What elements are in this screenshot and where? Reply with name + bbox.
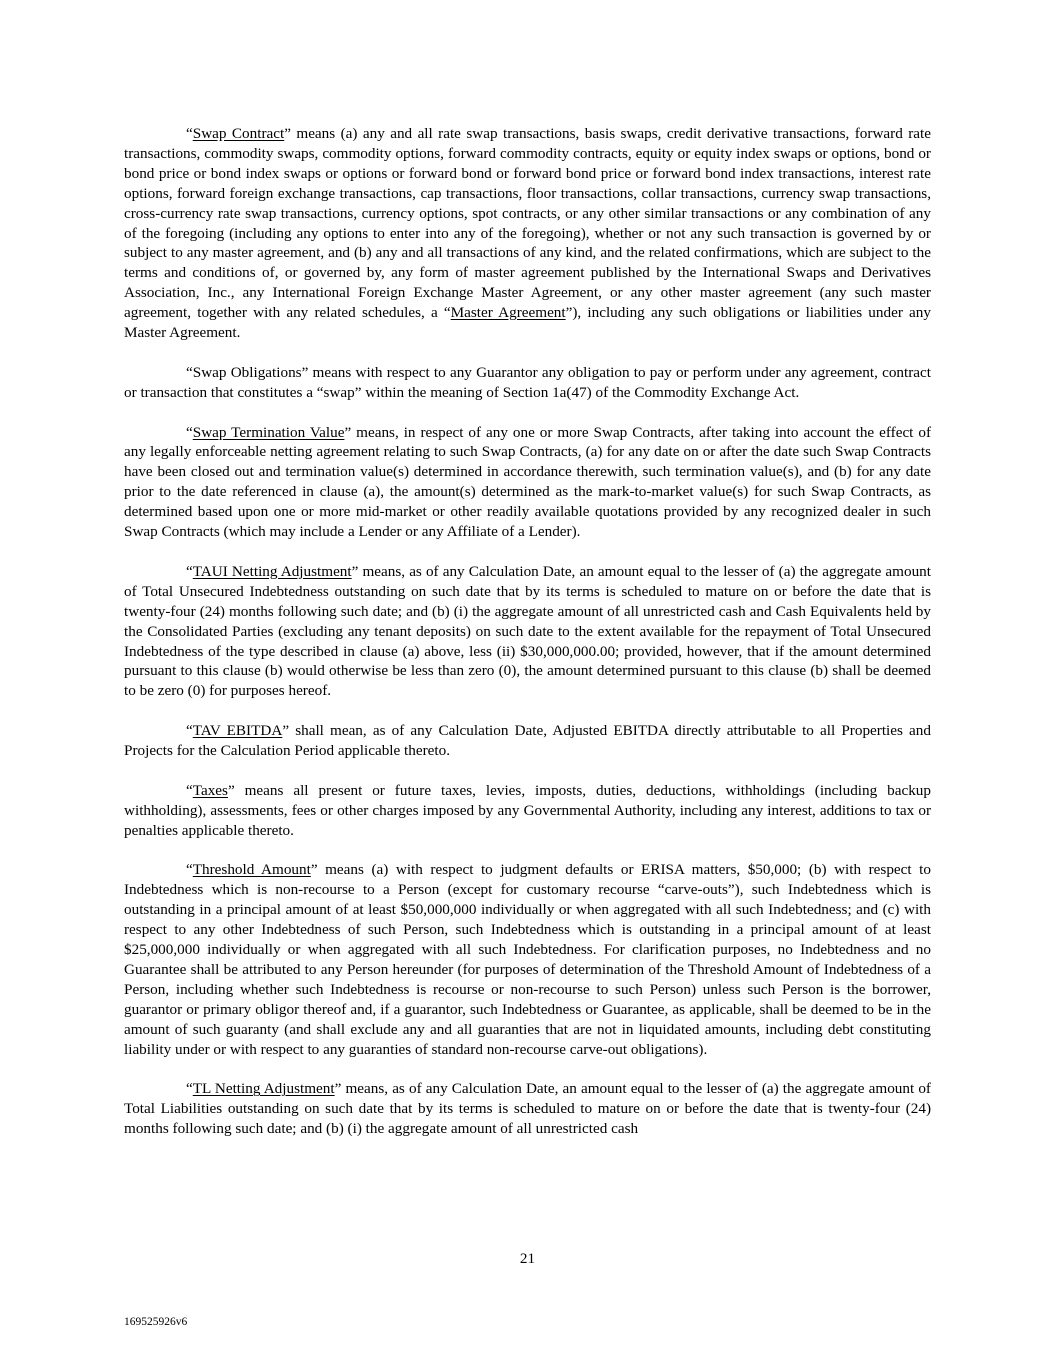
definition-swap-obligations: “Swap Obligations” means with respect to any Guarantor any obligation to pay or perform under any agreement, contract or transaction that constitutes a “swap” within the meaning of Section 1a(47) of the Commodity Exchange Act. [124, 363, 931, 401]
defined-term: Swap Contract [192, 125, 285, 142]
defined-term: TAV EBITDA [192, 722, 283, 740]
page-number: 21 [519, 1250, 536, 1267]
definition-tl-netting-adjustment: “TL Netting Adjustment” means, as of any Calculation Date, an amount equal to the lesser of (a) the aggregate amount of Total Liabilities outstanding on such date that by its terms is scheduled to mature on or before the date that is twenty-four (24) months following such date; and (b) (i) the aggregate amount of all unrestricted cash [124, 1080, 931, 1138]
defined-term: TL Netting Adjustment [192, 1080, 335, 1098]
definition-taxes: “Taxes” means all present or future taxes, levies, imposts, duties, deductions, withholdings (including backup withholding), assessments, fees or other charges imposed by any Governmental Authority, including any interest, additions to tax or penalties applicable thereto. [124, 781, 931, 839]
defined-term: Master Agreement [450, 304, 566, 322]
definition-tav-ebitda: “TAV EBITDA” shall mean, as of any Calculation Date, Adjusted EBITDA directly attributable to all Properties and Projects for the Calculation Period applicable thereto. [124, 722, 931, 760]
defined-term: Taxes [192, 781, 228, 799]
definition-threshold-amount: “Threshold Amount” means (a) with respect to judgment defaults or ERISA matters, $50,000; (b) with respect to Indebtedness which is non-recourse to a Person (except for customary recourse “carve-outs”), such Indebtedness which is outstanding in a principal amount of at least $50,000,000 individually or when aggregated with all such Indebtedness; and (c) with respect to any other Indebtedness of such Person, such Indebtedness which is outstanding in a principal amount of at least $25,000,000 individually or when aggregated with all such Indebtedness. For clarification purposes, no Indebtedness and no Guarantee shall be attributed to any Person hereunder (for purposes of determination of the Threshold Amount of Indebtedness of a Person, including whether such Indebtedness is recourse or non-recourse to such Person) unless such Person is the borrower, guarantor or primary obligor thereof and, if a guarantor, such Indebtedness or Guarantee, as applicable, shall be deemed to be in the amount of such guaranty (and shall exclude any and all guaranties that are not in liquidated amounts, including debt constituting liability under or with respect to any guaranties of standard non-recourse carve-out obligations). [124, 861, 931, 1058]
document-body [124, 124, 931, 1159]
defined-term: Threshold Amount [192, 861, 311, 879]
definition-taui-netting-adjustment: “TAUI Netting Adjustment” means, as of any Calculation Date, an amount equal to the lesser of (a) the aggregate amount of Total Unsecured Indebtedness outstanding on such date that by its terms is scheduled to mature on or before the date that is twenty-four (24) months following such date; and (b) (i) the aggregate amount of all unrestricted cash and Cash Equivalents held by the Consolidated Parties (excluding any tenant deposits) on such date to the extent available for the repayment of Total Unsecured Indebtedness of the type described in clause (a) above, less (ii) $30,000,000.00; provided, however, that if the amount determined pursuant to this clause (b) would otherwise be less than zero (0), the amount determined pursuant to this clause (b) shall be deemed to be zero (0) for purposes hereof. [124, 562, 931, 700]
defined-term: TAUI Netting Adjustment [192, 562, 352, 580]
defined-term: Swap Termination Value [192, 423, 345, 441]
definition-swap-termination-value: “Swap Termination Value” means, in respect of any one or more Swap Contracts, after taking into account the effect of any legally enforceable netting agreement relating to such Swap Contracts, (a) for any date on or after the date such Swap Contracts have been closed out and termination value(s) determined in accordance therewith, such termination value(s), and (b) for any date prior to the date referenced in clause (a), the amount(s) determined as the mark-to-market value(s) for such Swap Contracts, as determined based upon one or more mid-market or other readily available quotations provided by any recognized dealer in such Swap Contracts (which may include a Lender or any Affiliate of a Lender). [124, 423, 932, 541]
document-id: 169525926v6 [124, 1316, 188, 1328]
definition-swap-contract: “Swap Contract” means (a) any and all rate swap transactions, basis swaps, credit derivative transactions, forward rate transactions, commodity swaps, commodity options, forward commodity contracts, equity or equity index swaps or options, bond or bond price or bond index swaps or options or forward bond or forward bond price or forward bond index transactions, interest rate options, forward foreign exchange transactions, cap transactions, floor transactions, collar transactions, currency swap transactions, cross-currency rate swap transactions, currency options, spot contracts, or any other similar transactions or any combination of any of the foregoing (including any options to enter into any of the foregoing), whether or not any such transaction is governed by or subject to any master agreement, and (b) any and all transactions of any kind, and the related confirmations, which are subject to the terms and conditions of, or governed by, any form of master agreement published by the International Swaps and Derivatives Association, Inc., any International Foreign Exchange Master Agreement, or any other master agreement (any such master agreement, together with any related schedules, a “Master Agreement”), including any such obligations or liabilities under any Master Agreement. [124, 125, 931, 342]
